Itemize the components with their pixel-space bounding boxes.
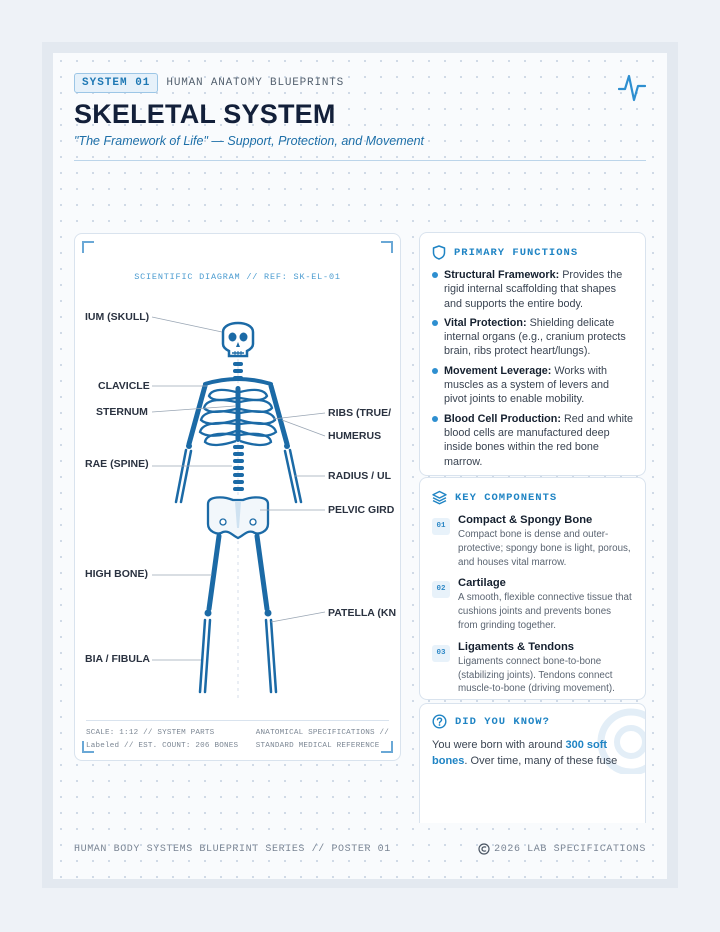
spec-note: ANATOMICAL SPECIFICATIONS // [255,729,389,737]
list-item [432,640,633,696]
card-title: DID YOU KNOW? [455,715,550,728]
label-spine: RAE (SPINE) [85,458,149,470]
list-item [432,316,633,359]
label-ribs: RIBS (TRUE/ [328,407,391,419]
bullet-icon [432,368,438,374]
component-text: A smooth, flexible connective tissue that cushions joints and prevents bones from grinding together. [458,592,632,631]
label-radius-ulna: RADIUS / UL [328,470,391,482]
component-title: Ligaments & Tendons [458,640,575,653]
card-title: KEY COMPONENTS [455,491,558,504]
label-skull: IUM (SKULL) [85,311,150,323]
scale-note: SCALE: 1:12 // SYSTEM PARTS [86,729,215,737]
diagram-card [74,233,401,761]
list-item [432,268,633,311]
reference-note: STANDARD MEDICAL REFERENCE [255,742,380,750]
page-title: SKELETAL SYSTEM [74,99,336,129]
bullet-icon [432,320,438,326]
component-title: Compact & Spongy Bone [458,514,593,526]
fact-highlight: 300 soft bones [432,739,608,767]
series-footer: HUMAN BODY SYSTEMS BLUEPRINT SERIES // POSTER 01 [74,843,391,855]
label-patella: PATELLA (KN [328,607,397,619]
system-row [74,73,646,93]
diagram-ref: SCIENTIFIC DIAGRAM // REF: SK-EL-01 [134,272,341,282]
list-item [432,576,633,632]
function-text: Red and white blood cells are manufactured deep inside bones within the red bone marrow. [444,412,633,468]
pulse-icon [618,73,646,103]
shield-icon [432,245,446,260]
card-title: PRIMARY FUNCTIONS [454,246,579,259]
layers-icon [432,490,447,505]
item-number: 01 [432,518,450,535]
page-subtitle: "The Framework of Life" — Support, Protection, and Movement [74,134,424,148]
list-item [432,364,633,407]
function-text: Shielding delicate internal organs (e.g., cranium protects brain, ribs protect heart/lungs). [444,316,626,358]
item-number: 02 [432,581,450,598]
right-arm [271,386,301,502]
skeleton-diagram [75,234,401,761]
bullet-icon [432,272,438,278]
fun-fact-text: You were born with around 300 soft bones. Over time, many of these fuse [432,739,618,767]
system-badge: SYSTEM 01 [74,73,158,93]
label-clavicle: CLAVICLE [98,380,150,392]
primary-functions-card [419,232,646,476]
question-icon [432,714,447,729]
function-term: Blood Cell Production: [444,412,561,425]
sternum [236,386,241,442]
label-thigh-bone: HIGH BONE) [85,568,148,580]
copyright-icon [478,843,490,855]
left-leg [200,536,219,692]
list-item [432,412,633,469]
function-term: Vital Protection: [444,316,527,329]
copyright-text: 2026 LAB SPECIFICATIONS [494,843,646,855]
pelvis [208,497,268,538]
did-you-know-card [419,703,646,823]
poster-footer [74,843,646,855]
bullet-icon [432,416,438,422]
component-text: Compact bone is dense and outer-protective; spongy bone is light, porous, and houses vital marrow. [458,529,631,568]
function-term: Structural Framework: [444,269,560,281]
label-pelvic-girdle: PELVIC GIRD [328,504,395,516]
function-term: Movement Leverage: [444,364,552,377]
component-text: Ligaments connect bone-to-bone (stabilizing joints). Tendons connect muscle-to-bone (driving movement). [458,655,615,695]
function-text: Works with muscles as a system of levers and pivot joints to enable mobility. [444,364,610,406]
function-text: Provides the rigid internal scaffolding that shapes and supports the entire body. [444,269,623,310]
header [74,73,646,161]
component-title: Cartilage [458,577,506,590]
poster [53,53,667,879]
series-label: HUMAN ANATOMY BLUEPRINTS [166,77,345,89]
item-number: 03 [432,645,450,662]
left-arm [176,386,205,502]
label-sternum: STERNUM [96,406,148,418]
skull [223,323,253,356]
label-humerus: HUMERUS [328,430,382,442]
diagram-footer [86,720,389,753]
key-components-card [419,477,646,700]
count-note: Labeled // EST. COUNT: 206 BONES [86,742,239,750]
label-tibia-fibula: BIA / FIBULA [85,653,150,665]
list-item [432,513,633,569]
right-leg [257,536,276,692]
